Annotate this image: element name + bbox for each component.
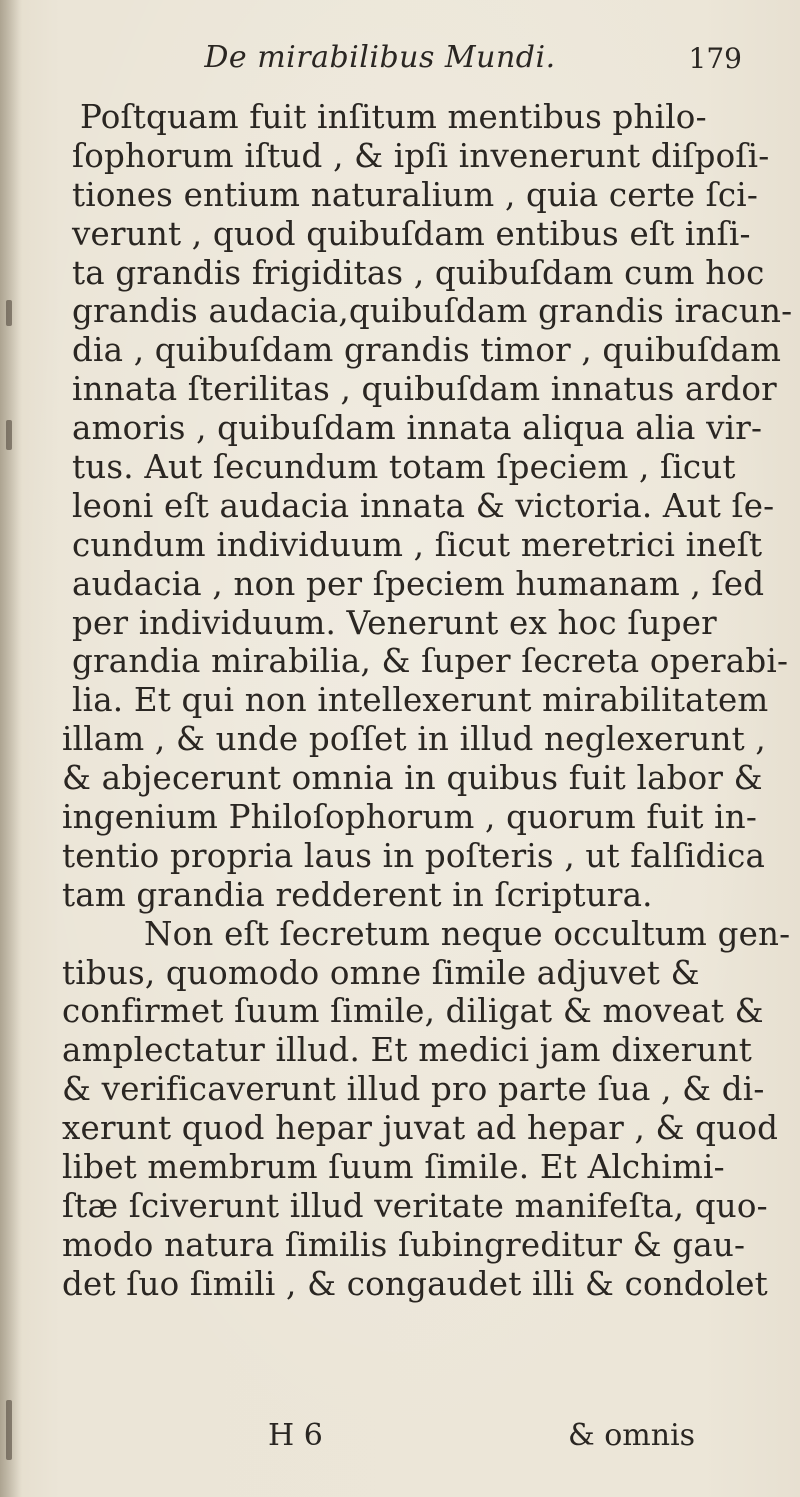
gutter-shadow [0, 0, 22, 1497]
text-line: illam , & unde poſſet in illud neglexerunt , [62, 720, 766, 759]
text-line: ingenium Philoſophorum , quorum fuit in- [62, 798, 758, 837]
text-line: Poſtquam fuit inſitum mentibus philo- [80, 98, 707, 136]
text-line: dia , quibuſdam grandis timor , quibuſdam [72, 331, 782, 370]
text-line: ſophorum iſtud , & ipſi invenerunt diſpoſi- [72, 136, 770, 175]
text-line: grandia mirabilia, & ſuper ſecreta operabi- [72, 642, 789, 681]
text-line: Non eſt ſecretum neque occultum gen- [144, 914, 791, 953]
text-line: xerunt quod hepar juvat ad hepar , & quod [62, 1109, 779, 1148]
edge-mark [6, 420, 12, 450]
text-line: per individuum. Venerunt ex hoc ſuper [72, 603, 717, 642]
text-line: cundum individuum , ſicut meretrici ineſt [72, 525, 763, 564]
text-line: leoni eſt audacia innata & victoria. Aut ſe- [72, 486, 775, 525]
text-line: modo natura ſimilis ſubingreditur & gau- [62, 1225, 746, 1264]
text-line: amoris , quibuſdam innata aliqua alia vir- [72, 409, 763, 448]
page-header [0, 40, 800, 100]
page-footer [0, 1418, 800, 1458]
text-line: tentio propria laus in poſteris , ut falſidica [62, 836, 766, 875]
text-line: confirmet ſuum ſimile, diligat & moveat & [62, 992, 764, 1031]
text-line: & verificaverunt illud pro parte ſua , & di- [62, 1070, 765, 1109]
text-line: & abjecerunt omnia in quibus fuit labor & [62, 759, 763, 798]
text-line: innata ſterilitas , quibuſdam innatus ardor [72, 370, 777, 409]
text-line: det ſuo ſimili , & congaudet illi & condolet [62, 1264, 768, 1303]
page-number: 179 [688, 42, 742, 75]
catchword: & omnis [568, 1418, 696, 1453]
running-title: De mirabilibus Mundi. [204, 40, 556, 75]
text-line: tibus, quomodo omne ſimile adjuvet & [62, 953, 700, 992]
text-line: tam grandia redderent in ſcriptura. [62, 875, 653, 914]
text-line: tiones entium naturalium , quia certe ſci- [72, 175, 759, 214]
text-line: ſtæ ſciverunt illud veritate manifeſta, quo- [62, 1186, 768, 1225]
text-line: tus. Aut ſecundum totam ſpeciem , ſicut [72, 448, 736, 487]
edge-mark [6, 300, 12, 326]
text-line: amplectatur illud. Et medici jam dixerunt [62, 1031, 753, 1070]
text-line: verunt , quod quibuſdam entibus eſt inſi- [72, 214, 751, 253]
text-line: grandis audacia,quibuſdam grandis iracun- [72, 292, 793, 331]
text-line: libet membrum ſuum ſimile. Et Alchimi- [62, 1148, 725, 1187]
signature-mark: H 6 [268, 1418, 323, 1453]
text-line: ta grandis frigiditas , quibuſdam cum hoc [72, 253, 765, 292]
text-line: lia. Et qui non intellexerunt mirabilitatem [72, 681, 769, 720]
text-line: audacia , non per ſpeciem humanam , ſed [72, 564, 765, 603]
body-text [44, 98, 793, 1304]
